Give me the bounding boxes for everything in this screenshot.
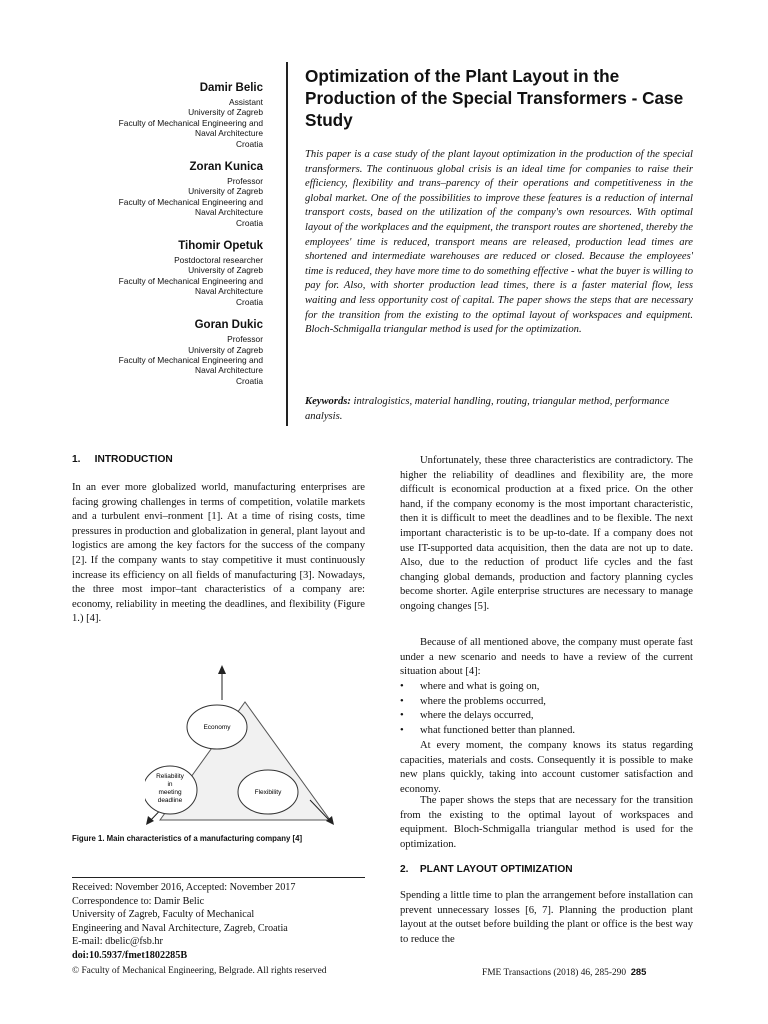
author-position: Professor <box>227 176 263 187</box>
body-paragraph: The paper shows the steps that are necessary for the transition from the existing to the optimal layout of workspaces and equipment. Bloch-Schmigalla triangular method is used for the optimization. <box>400 795 693 850</box>
address-line-1: University of Zagreb, Faculty of Mechanical <box>72 909 255 921</box>
footnote <box>72 881 365 963</box>
author-block <box>70 82 263 149</box>
author-country: Croatia <box>236 138 263 149</box>
figure-triangle-diagram <box>145 660 345 830</box>
keywords <box>305 395 693 424</box>
address-line-2: Engineering and Naval Architecture, Zagreb, Croatia <box>72 922 288 934</box>
author-name: Damir Belic <box>199 82 263 94</box>
author-block <box>70 240 263 307</box>
arrow-up-head <box>218 665 226 674</box>
keywords-label: Keywords: <box>305 396 351 407</box>
received-dates: Received: November 2016, Accepted: November 2017 <box>72 882 296 893</box>
body-paragraph: Unfortunately, these three characteristics are contradictory. The higher the reliability of deadlines and flexibility are, the more difficult is economical production at a fixed price. On the other hand, if the company economy is the most important characteristic, then it is difficult to meet the deadlines and to be flexible. The next important characteristic is to be up-to-date. If a company does not use IT-supported data acquisition, then the data are not up to date. Also, due to the reduction of product life cycles and the fast changing global demands, production and factory planning cycles become shorter. Agile enterprise structures are necessary to manage ongoing changes [5]. <box>400 455 693 612</box>
author-position: Assistant <box>229 97 263 107</box>
journal-citation: FME Transactions (2018) 46, 285-290 <box>482 968 627 978</box>
email: E-mail: dbelic@fsb.hr <box>72 936 163 948</box>
doi: doi:10.5937/fmet1802285B <box>72 949 188 961</box>
author-faculty-cont: Naval Architecture <box>195 286 263 297</box>
author-faculty: Faculty of Mechanical Engineering and <box>118 117 263 128</box>
author-list <box>70 82 263 398</box>
author-name: Zoran Kunica <box>189 161 263 174</box>
author-block <box>70 319 263 386</box>
body-paragraph: Spending a little time to plan the arrangement before installation can prevent unnecessary losses [6, 7]. Planning the production plant layout at the outset before building the plant or office is the best way to reduce the <box>400 890 693 945</box>
author-university: University of Zagreb <box>188 344 263 355</box>
body-paragraph: At every moment, the company knows its status regarding capacities, materials and costs. Consequently it is possible to make new plans quickly, taking into account customer satisfaction and economy. <box>400 740 693 795</box>
author-university: University of Zagreb <box>188 107 263 118</box>
keywords-text: intralogistics, material handling, routing, triangular method, performance analysis. <box>305 396 670 422</box>
figure-caption: Figure 1. Main characteristics of a manufacturing company [4] <box>72 834 303 843</box>
list-item: • where the problems occurred, <box>400 695 693 710</box>
reliability-label-1: Reliability <box>156 773 184 780</box>
author-faculty: Faculty of Mechanical Engineering and <box>118 275 263 286</box>
journal-reference <box>482 966 646 978</box>
bullet-list <box>400 680 693 738</box>
section-heading-plant-layout: 2. PLANT LAYOUT OPTIMIZATION <box>400 864 573 875</box>
author-name: Goran Dukic <box>194 319 263 332</box>
list-item: • what functioned better than planned. <box>400 724 693 739</box>
author-position: Professor <box>227 334 263 345</box>
abstract: This paper is a case study of the plant layout optimization in the production of the special transformers. The continuous global crisis is an ideal time for companies to raise their efficiency, flexibility and trans–parency of their operations and competitiveness in the global market. One of the possibilities to improve these features is a reduction of internal transport costs, based on the utilization of the company's own resources. With optimal layout of the workplaces and the equipment, the transport routes are shortened, thereby the employees' time is reduced, transport means are released, production lead times are shortened and intermediate warehouses are reduced or closed. Because the employees' time is reduced, they have more time to do something effective - what the buyer is willing to pay for. Also, with shorter production lead times, there is a faster material flow, less waiting and less opportunity cost of capital. The paper shows the steps that are necessary for the transition from the existing to the optimal layout of workspaces and equipment. Bloch-Schmigalla triangular method is used for the optimization. <box>305 149 693 336</box>
page-number: 285 <box>630 966 647 977</box>
paper-title: Optimization of the Plant Layout in the Production of the Special Transformers - Case Study <box>305 66 684 130</box>
author-faculty: Faculty of Mechanical Engineering and <box>118 354 263 365</box>
author-faculty-cont: Naval Architecture <box>195 365 263 376</box>
author-university: University of Zagreb <box>188 186 263 197</box>
reliability-label-3: meeting <box>158 789 182 796</box>
author-block <box>70 161 263 228</box>
author-university: University of Zagreb <box>188 265 263 276</box>
author-position: Postdoctoral researcher <box>174 255 263 266</box>
body-paragraph: Because of all mentioned above, the company must operate fast under a new scenario and needs to have a review of the current situation about [4]: <box>400 637 693 678</box>
reliability-label-4: deadline <box>157 797 183 804</box>
section-heading-introduction: 1. INTRODUCTION <box>72 454 173 465</box>
correspondence: Correspondence to: Damir Belic <box>72 895 205 907</box>
author-faculty-cont: Naval Architecture <box>195 207 263 218</box>
author-faculty-cont: Naval Architecture <box>195 128 263 139</box>
flexibility-label: Flexibility <box>254 789 282 796</box>
economy-label: Economy <box>203 724 231 731</box>
list-item: • where the delays occurred, <box>400 709 693 724</box>
footnote-divider <box>72 877 365 878</box>
author-country: Croatia <box>236 217 263 228</box>
list-item: • where and what is going on, <box>400 680 693 695</box>
author-name: Tihomir Opetuk <box>178 240 263 253</box>
header-divider <box>286 62 288 426</box>
intro-paragraph: In an ever more globalized world, manufacturing enterprises are facing growing challenges in terms of competition, volatile markets and a turbulent envi–ronment [1]. At a time of rising costs, time pressures in production and globalization in general, plant layout and logistics are among the key factors for the success of the company [2]. If the company wants to stay competitive it must continuously increase its efficiency on all fields of manufacturing [3]. Nowadays, the three most impor–tant characteristics of a company are: economy, reliability in meeting the deadlines, and flexibility (Figure 1.) [4]. <box>72 482 366 625</box>
copyright: © Faculty of Mechanical Engineering, Belgrade. All rights reserved <box>72 966 327 976</box>
author-country: Croatia <box>236 375 263 386</box>
reliability-label-2: in <box>167 781 173 788</box>
author-country: Croatia <box>236 296 263 307</box>
author-faculty: Faculty of Mechanical Engineering and <box>118 196 263 207</box>
